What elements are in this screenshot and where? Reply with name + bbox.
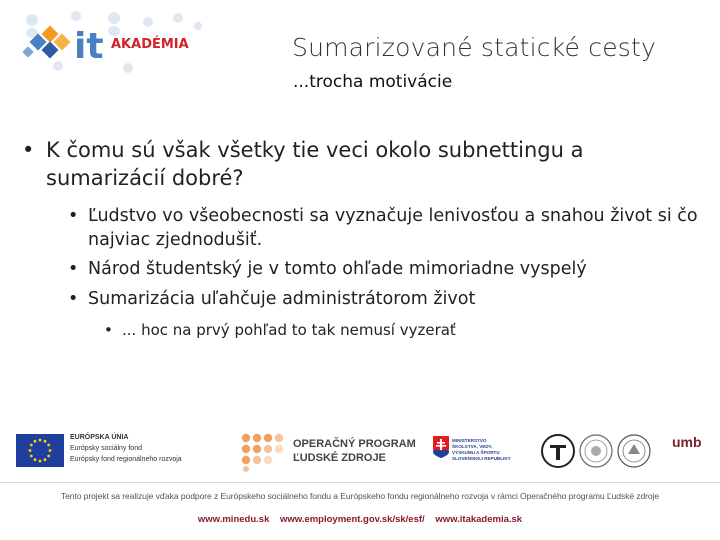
eu-flag-icon — [16, 434, 64, 467]
umb-logo-text: umb — [672, 434, 702, 450]
bullet-text: Ľudstvo vo všeobecnosti sa vyznačuje lenivosťou a snahou život si čo najviac zjednodušiť. — [88, 206, 698, 250]
footer-statement: Tento projekt sa realizuje vďaka podpore z Európskeho sociálneho fondu a Európskeho fondu regionálneho rozvoja v rámci Operačného programu Ľudské zdroje — [60, 491, 660, 501]
eu-fund-1: Európsky sociálny fond — [70, 445, 142, 452]
footer-link-minedu[interactable]: www.minedu.sk — [197, 514, 270, 525]
it-akademia-logo — [18, 8, 218, 78]
slide-subtitle: ...trocha motivácie — [293, 72, 453, 92]
ministry-line-1: MINISTERSTVO — [452, 438, 487, 443]
footer-link-employment[interactable]: www.employment.gov.sk/sk/esf/ — [280, 514, 425, 525]
op-line-2: ĽUDSKÉ ZDROJE — [293, 452, 386, 464]
bullet-glyph: • — [22, 138, 35, 162]
operational-program-icon — [240, 432, 286, 472]
bullet-glyph: • — [104, 321, 113, 339]
ministry-line-3: VÝSKUMU A ŠPORTU — [452, 450, 500, 455]
logo-akademia-text: AKADÉMIA — [111, 37, 189, 52]
university-seal-icon — [579, 434, 613, 468]
logo-it-text: it — [74, 26, 104, 67]
footer-links — [0, 514, 720, 525]
ministry-line-2: ŠKOLSTVA, VEDY, — [452, 444, 493, 449]
bullet-text: Národ študentský je v tomto ohľade mimoriadne vyspelý — [88, 259, 587, 279]
bullet-level-1 — [22, 136, 702, 192]
university-seal-icon — [617, 434, 651, 468]
bullet-level-2 — [68, 257, 708, 281]
bullet-glyph: • — [68, 289, 79, 309]
slovak-coat-of-arms-icon — [433, 436, 449, 458]
bullet-text: K čomu sú však všetky tie veci okolo subnettingu a sumarizácií dobré? — [46, 138, 584, 190]
op-line-1: OPERAČNÝ PROGRAM — [293, 438, 416, 450]
eu-text-block — [70, 432, 182, 465]
bullet-text: ... hoc na prvý pohľad to tak nemusí vyzerať — [122, 321, 456, 339]
bullet-glyph: • — [68, 206, 79, 226]
eu-fund-2: Európsky fond regionálneho rozvoja — [70, 456, 182, 463]
footer-link-itakademia[interactable]: www.itakademia.sk — [435, 514, 523, 525]
operational-program-text — [293, 437, 416, 465]
eu-title: EURÓPSKA ÚNIA — [70, 434, 129, 441]
footer-divider — [0, 482, 720, 483]
ministry-text — [452, 438, 511, 462]
bullet-text: Sumarizácia uľahčuje administrátorom život — [88, 289, 476, 309]
bullet-level-3 — [104, 320, 664, 340]
bullet-glyph: • — [68, 259, 79, 279]
university-seal-icon — [541, 434, 575, 468]
slide-title: Sumarizované statické cesty — [292, 33, 657, 62]
bullet-level-2 — [68, 204, 708, 252]
bullet-level-2 — [68, 287, 708, 311]
ministry-line-4: SLOVENSKEJ REPUBLIKY — [452, 456, 511, 461]
